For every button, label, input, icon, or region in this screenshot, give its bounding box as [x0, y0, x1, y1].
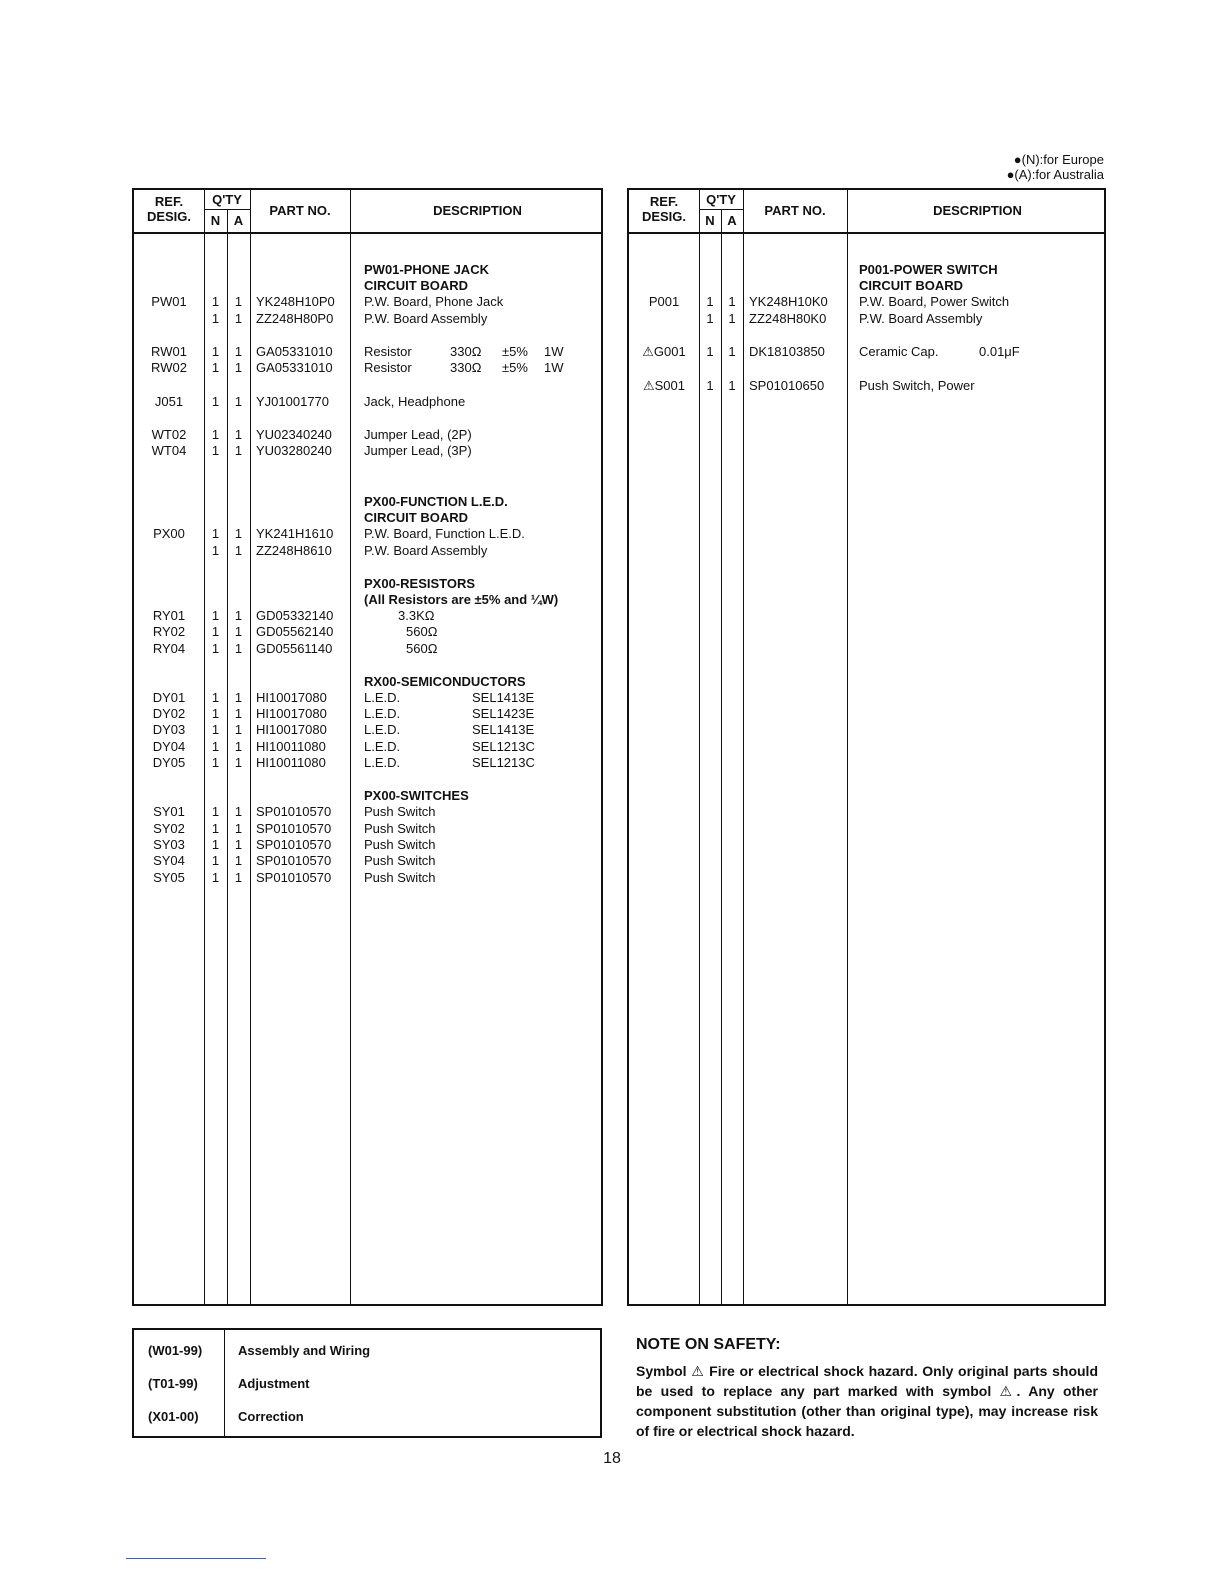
legend-row [134, 1343, 600, 1363]
spec: ±5% [502, 360, 528, 375]
qty-a: 1 [234, 526, 243, 541]
part-number: HI10011080 [256, 739, 326, 754]
table-row [134, 821, 601, 837]
description: PX00-SWITCHES [364, 788, 469, 803]
value: 560Ω [406, 641, 438, 656]
header-a: A [233, 213, 244, 228]
rating: 1W [544, 344, 564, 359]
region-legend [1007, 152, 1104, 182]
region-note-europe: ●(N):for Europe [1013, 152, 1104, 167]
part-number: YU02340240 [256, 427, 332, 442]
ref-desig: DY04 [152, 739, 186, 754]
ref-desig: J051 [154, 394, 184, 409]
header-description: DESCRIPTION [933, 203, 1022, 218]
table-row [134, 394, 601, 410]
ref-desig: RW01 [151, 344, 187, 359]
qty-n: 1 [211, 706, 220, 721]
page-number: 18 [603, 1450, 621, 1467]
qty-n: 1 [211, 624, 220, 639]
table-row [629, 294, 1104, 310]
header-part-no: PART NO. [764, 203, 826, 218]
footer-rule [126, 1558, 266, 1559]
qty-n: 1 [211, 739, 220, 754]
table-row [134, 788, 601, 804]
ref-desig: DY03 [152, 722, 186, 737]
description: Push Switch, Power [859, 378, 975, 393]
part-number: YK248H10P0 [256, 294, 335, 309]
table-row [629, 378, 1104, 394]
value: 3.3KΩ [398, 608, 435, 623]
part-number: GD05332140 [256, 608, 334, 623]
part-number: HI10017080 [256, 706, 327, 721]
description: Push Switch [364, 853, 436, 868]
description: P001-POWER SWITCH [859, 262, 998, 277]
part-number: SP01010570 [256, 870, 332, 885]
header-desig: DESIG. [641, 209, 687, 224]
qty-n: 1 [211, 641, 220, 656]
description: Ceramic Cap. [859, 344, 939, 359]
description: CIRCUIT BOARD [364, 510, 468, 525]
part-number: HI10011080 [256, 755, 326, 770]
part-number: GD05561140 [256, 641, 333, 656]
ref-desig: PW01 [151, 294, 187, 309]
qty-a: 1 [234, 624, 243, 639]
description: Push Switch [364, 837, 436, 852]
value: 0.01μF [979, 344, 1020, 359]
description: CIRCUIT BOARD [364, 278, 468, 293]
ref-desig: SY03 [153, 837, 185, 852]
qty-a: 1 [728, 311, 736, 326]
ref-desig: RY01 [152, 608, 186, 623]
ref-desig: RY04 [152, 641, 186, 656]
qty-a: 1 [234, 360, 243, 375]
part-number: SP01010570 [256, 804, 332, 819]
qty-a: 1 [234, 739, 243, 754]
qty-a: 1 [234, 311, 243, 326]
description: (All Resistors are ±5% and ¼W) [364, 592, 559, 607]
qty-a: 1 [728, 294, 736, 309]
header-ref: REF. [649, 194, 679, 209]
legend-row [134, 1409, 600, 1429]
qty-a: 1 [234, 706, 243, 721]
qty-n: 1 [211, 311, 220, 326]
description: Resistor [364, 344, 412, 359]
description: L.E.D. [364, 706, 401, 721]
table-row [134, 804, 601, 820]
table-row [134, 853, 601, 869]
qty-n: 1 [211, 755, 220, 770]
description: Jack, Headphone [364, 394, 466, 409]
table-row [134, 360, 601, 376]
value: 330Ω [450, 344, 482, 359]
description: Jumper Lead, (2P) [364, 427, 472, 442]
table-row [629, 344, 1104, 360]
table-row [134, 674, 601, 690]
ref-desig: P001 [648, 294, 680, 309]
qty-n: 1 [211, 837, 220, 852]
part-number: SP01010650 [749, 378, 825, 393]
description: L.E.D. [364, 722, 401, 737]
part-number: DK18103850 [749, 344, 825, 359]
qty-a: 1 [234, 608, 243, 623]
qty-a: 1 [234, 755, 243, 770]
table-row [134, 443, 601, 459]
qty-n: 1 [706, 311, 714, 326]
spec: SEL1413E [472, 722, 535, 737]
header-qty: Q'TY [706, 192, 736, 207]
part-number: GD05562140 [256, 624, 334, 639]
table-row [134, 690, 601, 706]
qty-a: 1 [234, 690, 243, 705]
header-part-no: PART NO. [269, 203, 331, 218]
table-row [629, 278, 1104, 294]
description: RX00-SEMICONDUCTORS [364, 674, 526, 689]
part-number: GA05331010 [256, 360, 333, 375]
description: PX00-RESISTORS [364, 576, 476, 591]
qty-n: 1 [211, 821, 220, 836]
ref-desig: DY02 [152, 706, 186, 721]
table-row [134, 427, 601, 443]
header-desig: DESIG. [146, 209, 192, 224]
part-number: YU03280240 [256, 443, 332, 458]
ref-desig: ⚠G001 [642, 344, 686, 359]
description: Jumper Lead, (3P) [364, 443, 472, 458]
qty-a: 1 [728, 344, 736, 359]
qty-n: 1 [211, 294, 220, 309]
header-description: DESCRIPTION [433, 203, 522, 218]
legend-label: Assembly and Wiring [238, 1343, 371, 1358]
qty-n: 1 [706, 294, 714, 309]
header-n: N [210, 213, 221, 228]
safety-note [636, 1335, 1098, 1441]
header-n: N [705, 213, 715, 228]
qty-n: 1 [211, 394, 220, 409]
value: 560Ω [406, 624, 438, 639]
qty-n: 1 [211, 722, 220, 737]
table-row [134, 494, 601, 510]
value: 330Ω [450, 360, 482, 375]
description: L.E.D. [364, 755, 401, 770]
table-row [134, 722, 601, 738]
table-row [134, 278, 601, 294]
description: P.W. Board, Phone Jack [364, 294, 504, 309]
qty-a: 1 [234, 543, 243, 558]
table-row [134, 624, 601, 640]
table-header [629, 190, 1104, 234]
qty-n: 1 [211, 853, 220, 868]
legend-code: (W01-99) [148, 1343, 203, 1358]
table-row [134, 755, 601, 771]
table-row [134, 641, 601, 657]
part-number: YK248H10K0 [749, 294, 828, 309]
qty-n: 1 [211, 690, 220, 705]
legend-label: Correction [238, 1409, 304, 1424]
ref-desig: WT02 [151, 427, 187, 442]
description: Resistor [364, 360, 412, 375]
ref-desig: DY05 [152, 755, 186, 770]
part-number: ZZ248H80K0 [749, 311, 827, 326]
safety-title: NOTE ON SAFETY: [636, 1336, 781, 1353]
description: Push Switch [364, 870, 436, 885]
qty-n: 1 [211, 543, 220, 558]
parts-table-left [132, 188, 603, 1306]
table-row [134, 870, 601, 886]
part-number: ZZ248H8610 [256, 543, 332, 558]
header-ref: REF. [154, 194, 184, 209]
part-number: SP01010570 [256, 853, 332, 868]
part-number: YJ01001770 [256, 394, 330, 409]
description: CIRCUIT BOARD [859, 278, 963, 293]
qty-n: 1 [706, 378, 714, 393]
qty-a: 1 [234, 394, 243, 409]
ref-desig: SY04 [153, 853, 185, 868]
spec: SEL1213C [472, 739, 535, 754]
table-row [134, 543, 601, 559]
description: L.E.D. [364, 690, 401, 705]
ref-desig: RW02 [151, 360, 187, 375]
legend-code: (X01-00) [148, 1409, 199, 1424]
table-row [134, 706, 601, 722]
table-row [134, 294, 601, 310]
qty-a: 1 [234, 804, 243, 819]
ref-desig: DY01 [152, 690, 186, 705]
ref-desig: WT04 [151, 443, 187, 458]
description: Push Switch [364, 804, 436, 819]
description: P.W. Board, Power Switch [859, 294, 1010, 309]
qty-a: 1 [234, 641, 243, 656]
ref-desig: RY02 [152, 624, 186, 639]
table-row [134, 608, 601, 624]
qty-a: 1 [234, 294, 243, 309]
part-number: SP01010570 [256, 821, 332, 836]
safety-body: Symbol ⚠ Fire or electrical shock hazard. Only original parts should be used to replace any part marked with symbol ⚠. Any other component substitution (other than original type), may increase risk of fire or electrical shock hazard. [636, 1363, 1098, 1439]
description: Push Switch [364, 821, 436, 836]
qty-n: 1 [706, 344, 714, 359]
qty-a: 1 [234, 722, 243, 737]
qty-n: 1 [211, 344, 220, 359]
description: P.W. Board Assembly [364, 311, 488, 326]
table-row [134, 739, 601, 755]
qty-a: 1 [234, 870, 243, 885]
part-number: YK241H1610 [256, 526, 334, 541]
qty-a: 1 [728, 378, 736, 393]
parts-table-right [627, 188, 1106, 1306]
qty-n: 1 [211, 427, 220, 442]
qty-n: 1 [211, 526, 220, 541]
header-qty: Q'TY [212, 192, 242, 207]
legend-code: (T01-99) [148, 1376, 198, 1391]
description: L.E.D. [364, 739, 401, 754]
table-row [134, 262, 601, 278]
qty-n: 1 [211, 804, 220, 819]
qty-a: 1 [234, 344, 243, 359]
part-number: SP01010570 [256, 837, 332, 852]
table-row [134, 311, 601, 327]
table-row [134, 576, 601, 592]
part-number: HI10017080 [256, 690, 327, 705]
table-row [134, 526, 601, 542]
description: PW01-PHONE JACK [364, 262, 489, 277]
ref-desig: SY05 [153, 870, 185, 885]
table-row [134, 837, 601, 853]
section-code-legend [132, 1328, 602, 1438]
qty-a: 1 [234, 837, 243, 852]
description: P.W. Board Assembly [364, 543, 488, 558]
qty-n: 1 [211, 443, 220, 458]
header-a: A [727, 213, 737, 228]
region-note-australia: ●(A):for Australia [1006, 167, 1104, 182]
table-row [134, 344, 601, 360]
description: P.W. Board, Function L.E.D. [364, 526, 525, 541]
table-row [134, 592, 601, 608]
spec: SEL1413E [472, 690, 535, 705]
qty-a: 1 [234, 821, 243, 836]
qty-n: 1 [211, 870, 220, 885]
description: P.W. Board Assembly [859, 311, 983, 326]
spec: ±5% [502, 344, 528, 359]
ref-desig: SY01 [153, 804, 185, 819]
table-row [629, 262, 1104, 278]
spec: SEL1213C [472, 755, 535, 770]
spec: SEL1423E [472, 706, 535, 721]
table-row [629, 311, 1104, 327]
qty-n: 1 [211, 360, 220, 375]
qty-a: 1 [234, 427, 243, 442]
rating: 1W [544, 360, 564, 375]
qty-n: 1 [211, 608, 220, 623]
part-number: ZZ248H80P0 [256, 311, 334, 326]
part-number: HI10017080 [256, 722, 327, 737]
table-row [134, 510, 601, 526]
legend-row [134, 1376, 600, 1396]
part-number: GA05331010 [256, 344, 333, 359]
description: PX00-FUNCTION L.E.D. [364, 494, 508, 509]
ref-desig: ⚠S001 [642, 378, 685, 393]
ref-desig: SY02 [153, 821, 185, 836]
qty-a: 1 [234, 853, 243, 868]
legend-label: Adjustment [238, 1376, 310, 1391]
qty-a: 1 [234, 443, 243, 458]
ref-desig: PX00 [153, 526, 185, 541]
